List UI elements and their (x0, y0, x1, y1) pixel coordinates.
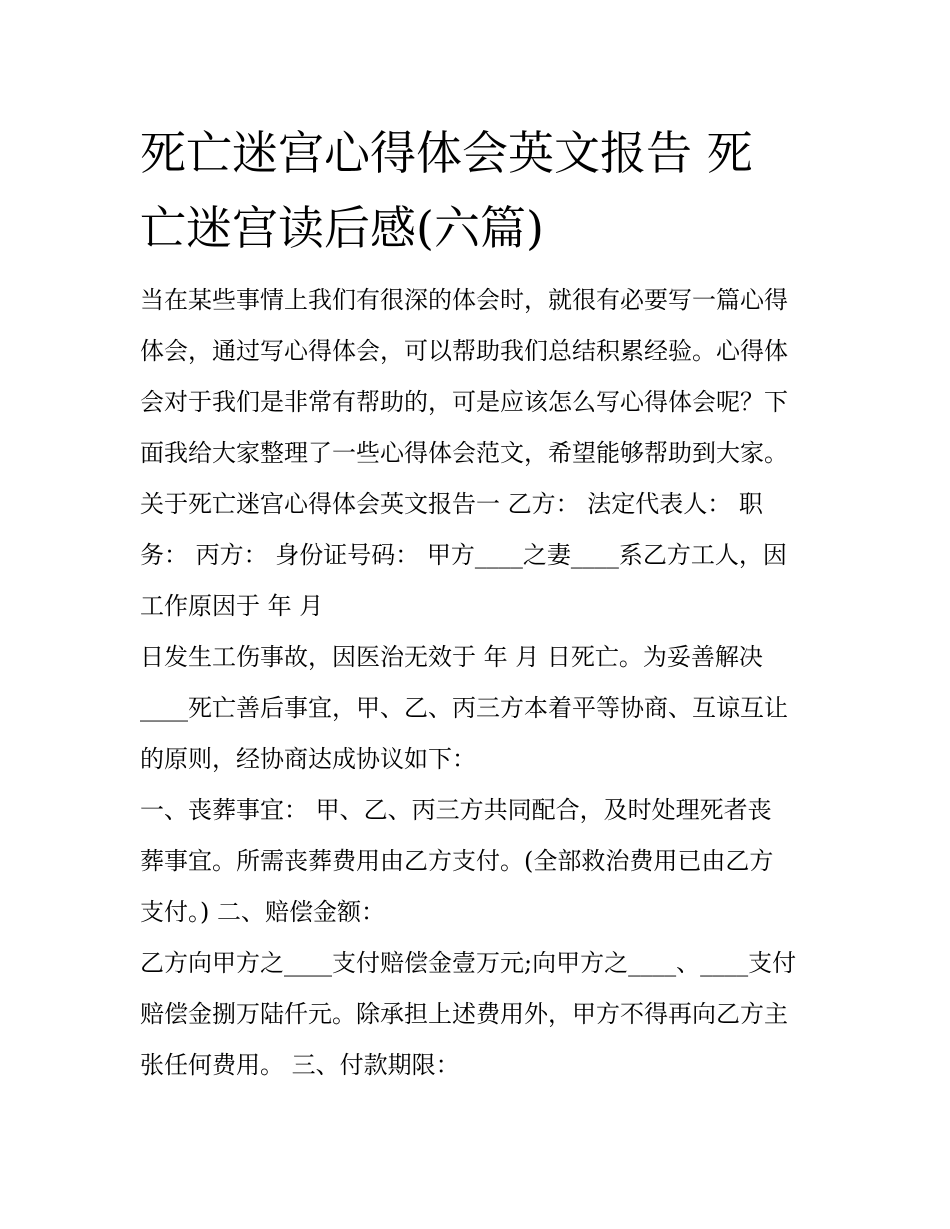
body-line-11: 一、丧葬事宜： 甲、乙、丙三方共同配合，及时处理死者丧 (140, 796, 772, 824)
body-line-7: 工作原因于 年 月 (140, 592, 324, 620)
title-line-2: 亡迷宫读后感(六篇) (140, 201, 544, 255)
body-line-5: 关于死亡迷宫心得体会英文报告一 乙方： 法定代表人： 职 (140, 490, 763, 518)
document-title (140, 116, 820, 266)
body-line-10: 的原则，经协商达成协议如下： (140, 745, 476, 773)
body-line-8: 日发生工伤事故，因医治无效于 年 月 日死亡。为妥善解决 (140, 643, 763, 671)
body-line-9: ____死亡善后事宜，甲、乙、丙三方本着平等协商、互谅互让 (140, 694, 788, 722)
body-line-6: 务： 丙方： 身份证号码： 甲方____之妻____系乙方工人，因 (140, 541, 787, 569)
body-line-14: 乙方向甲方之____支付赔偿金壹万元;向甲方之____、____支付 (140, 949, 797, 977)
body-line-2: 体会，通过写心得体会，可以帮助我们总结积累经验。心得体 (140, 337, 788, 365)
document-body (140, 275, 820, 1091)
body-line-16: 张任何费用。 三、付款期限： (140, 1051, 460, 1079)
body-line-13: 支付。) 二、赔偿金额： (140, 898, 385, 926)
body-line-3: 会对于我们是非常有帮助的，可是应该怎么写心得体会呢？下 (140, 388, 788, 416)
body-line-1: 当在某些事情上我们有很深的体会时，就很有必要写一篇心得 (140, 286, 788, 314)
body-line-12: 葬事宜。所需丧葬费用由乙方支付。(全部救治费用已由乙方 (140, 847, 774, 875)
body-line-4: 面我给大家整理了一些心得体会范文，希望能够帮助到大家。 (140, 439, 788, 467)
title-line-1: 死亡迷宫心得体会英文报告 死 (140, 126, 753, 180)
body-line-15: 赔偿金捌万陆仟元。除承担上述费用外，甲方不得再向乙方主 (140, 1000, 788, 1028)
